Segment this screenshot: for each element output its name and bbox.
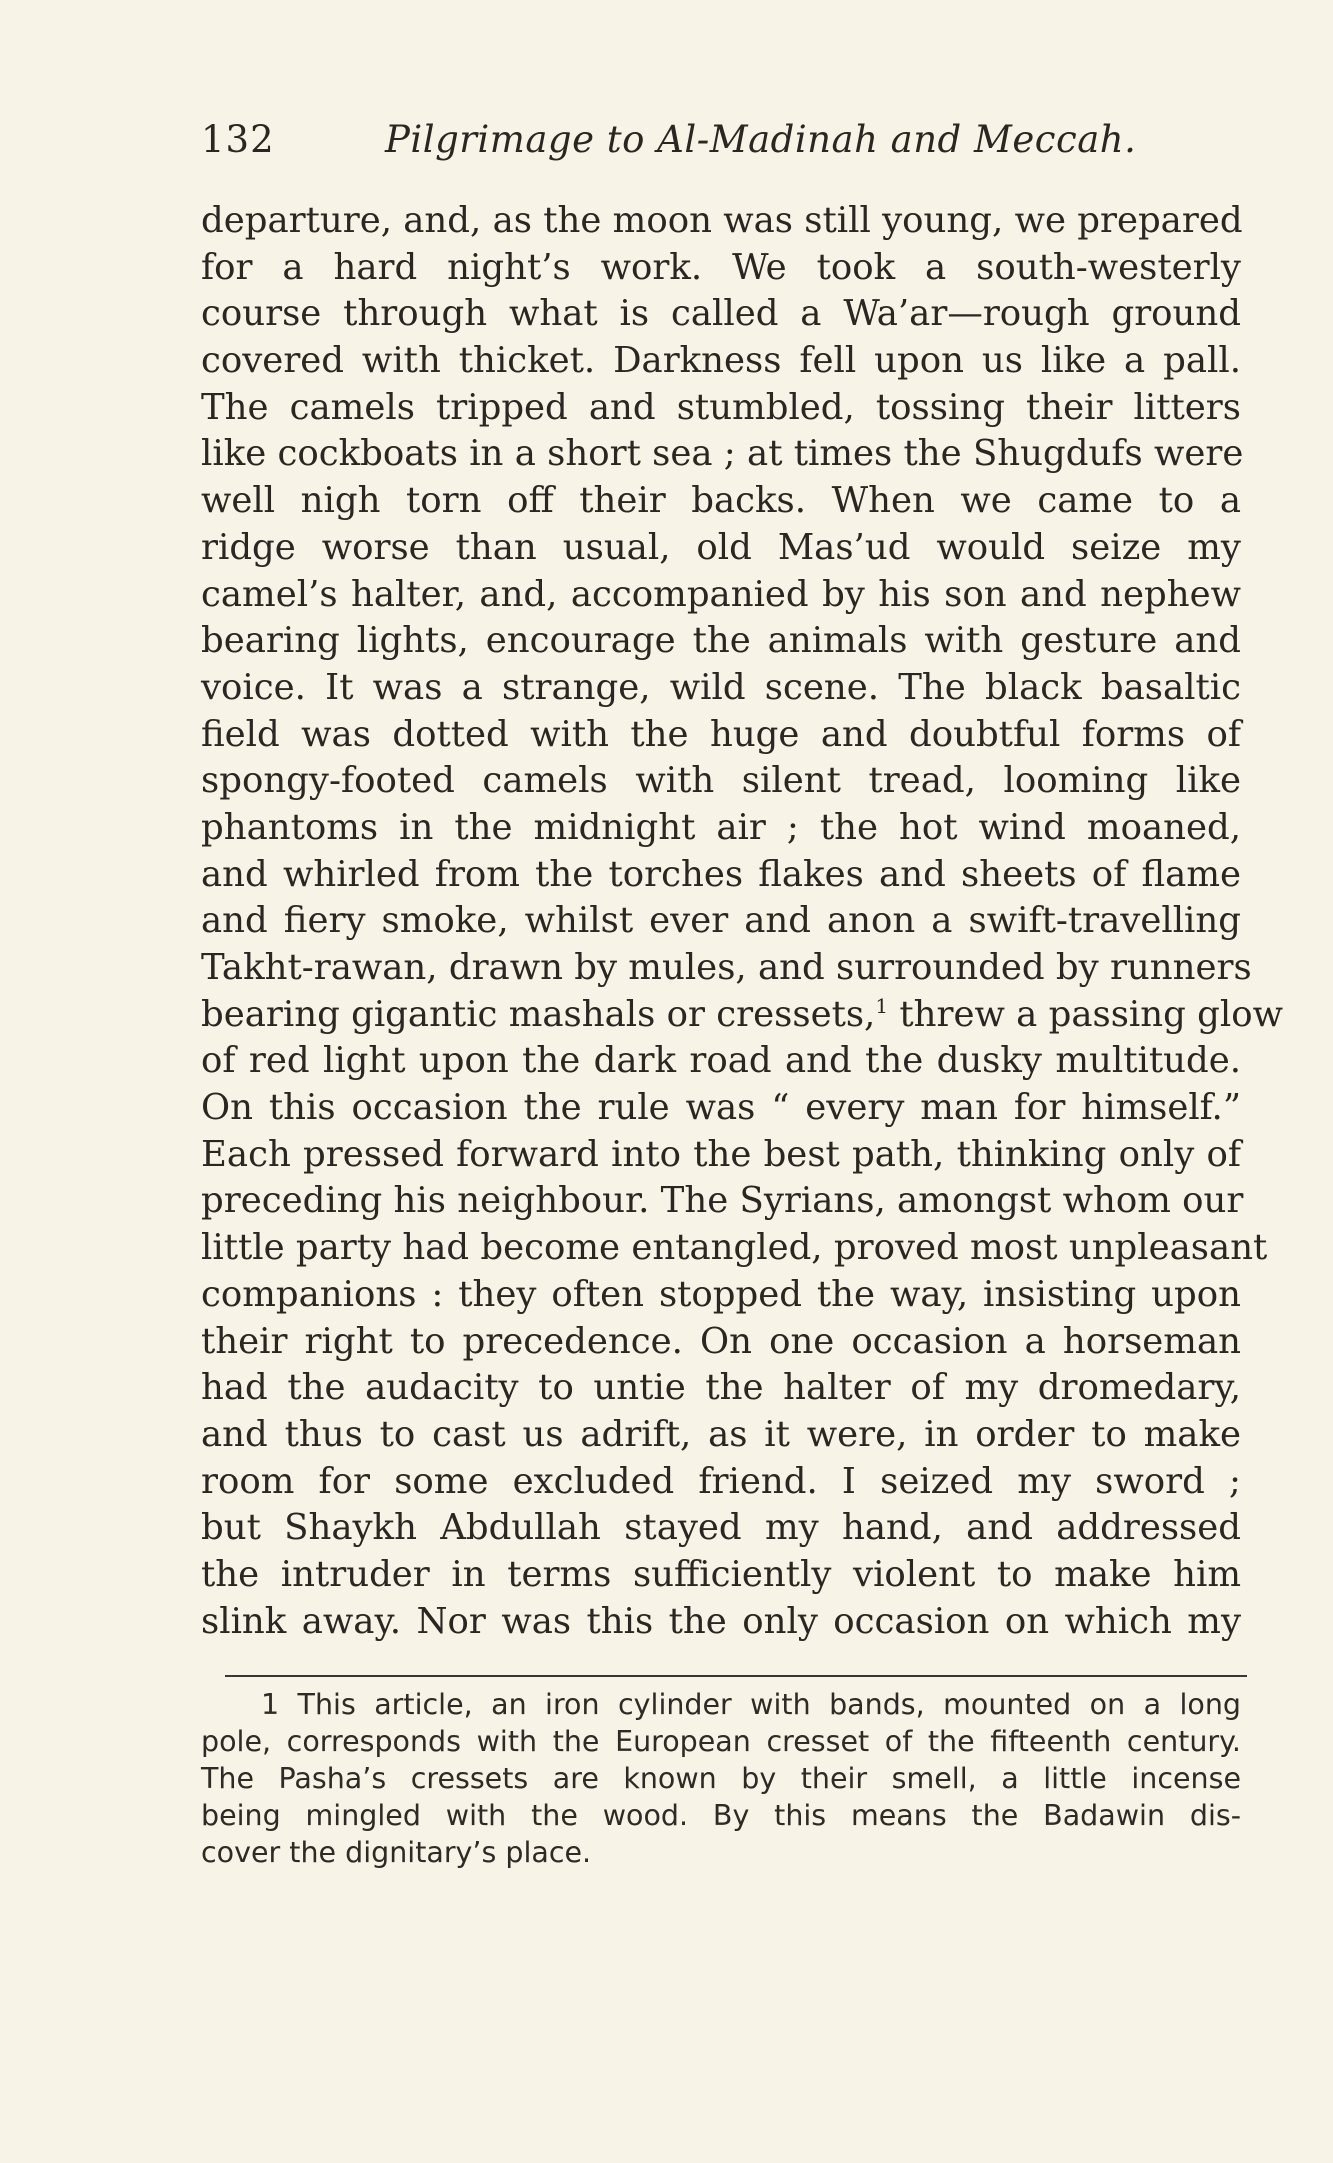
text-line: and whirled from the torches flakes and sheets of flame	[201, 853, 1241, 895]
footnote-line: pole, corresponds with the European cresset of the fifteenth century.	[201, 1725, 1241, 1758]
text-line: preceding his neighbour. The Syrians, amongst whom our	[201, 1180, 1244, 1222]
text-line: field was dotted with the huge and doubtful forms of	[201, 713, 1241, 755]
text-line: ridge worse than usual, old Mas’ud would seize my	[201, 526, 1241, 568]
text-line: spongy-footed camels with silent tread, looming like	[201, 760, 1241, 802]
text-line: camel’s halter, and, accompanied by his son and nephew	[201, 573, 1241, 615]
text-line: companions : they often stopped the way, insisting upon	[201, 1273, 1241, 1315]
text-line: well nigh torn off their backs. When we came to a	[201, 480, 1241, 522]
text-line: phantoms in the midnight air ; the hot wind moaned,	[201, 806, 1241, 848]
text-line: and fiery smoke, whilst ever and anon a swift-travelling	[201, 900, 1241, 942]
text-line: On this occasion the rule was “ every man for himself.”	[201, 1087, 1241, 1129]
text-segment: bearing gigantic mashals or cressets,	[201, 993, 876, 1035]
footnote-line: cover the dignitary’s place.	[201, 1836, 592, 1869]
text-line: slink away. Nor was this the only occasion on which my	[201, 1600, 1241, 1642]
text-line: bearing lights, encourage the animals with gesture and	[201, 620, 1241, 662]
page-number: 132	[201, 118, 275, 161]
text-line: their right to precedence. On one occasion a horseman	[201, 1320, 1241, 1362]
footnote-line: 1 This article, an iron cylinder with bands, mounted on a long	[261, 1688, 1241, 1721]
footnote-line: being mingled with the wood. By this means the Badawin dis-	[201, 1799, 1241, 1832]
text-line: Each pressed forward into the best path, thinking only of	[201, 1133, 1241, 1175]
text-line: Takht-rawan, drawn by mules, and surrounded by runners	[201, 947, 1252, 988]
body-text	[201, 198, 1283, 1645]
running-title: Pilgrimage to Al-Madinah and Meccah.	[385, 118, 1137, 161]
text-segment: threw a passing glow	[888, 993, 1283, 1035]
text-line: but Shaykh Abdullah stayed my hand, and addressed	[201, 1507, 1241, 1549]
footnote	[201, 1686, 1241, 1871]
text-line: of red light upon the dark road and the dusky multitude.	[201, 1040, 1241, 1082]
text-line: voice. It was a strange, wild scene. The black basaltic	[201, 666, 1241, 708]
text-line: covered with thicket. Darkness fell upon us like a pall.	[201, 340, 1241, 382]
text-line: for a hard night’s work. We took a south-westerly	[201, 246, 1241, 288]
text-line: like cockboats in a short sea ; at times the Shugdufs were	[201, 433, 1244, 475]
footnote-divider	[225, 1675, 1247, 1677]
running-header	[201, 118, 1241, 178]
text-line: course through what is called a Wa’ar—rough ground	[201, 293, 1241, 335]
text-line: the intruder in terms sufficiently violent to make him	[201, 1553, 1241, 1595]
footnote-reference[interactable]: 1	[875, 993, 889, 1018]
text-line: had the audacity to untie the halter of my dromedary,	[201, 1367, 1241, 1409]
text-line: departure, and, as the moon was still young, we prepared	[201, 200, 1243, 241]
text-line: little party had become entangled, proved most unpleasant	[201, 1227, 1268, 1269]
text-line: and thus to cast us adrift, as it were, in order to make	[201, 1413, 1241, 1455]
footnote-line: The Pasha’s cressets are known by their smell, a little incense	[201, 1762, 1241, 1795]
text-line: room for some excluded friend. I seized my sword ;	[201, 1460, 1241, 1502]
text-line-with-footnote-ref	[201, 992, 1283, 1039]
text-line: The camels tripped and stumbled, tossing their litters	[201, 386, 1241, 428]
